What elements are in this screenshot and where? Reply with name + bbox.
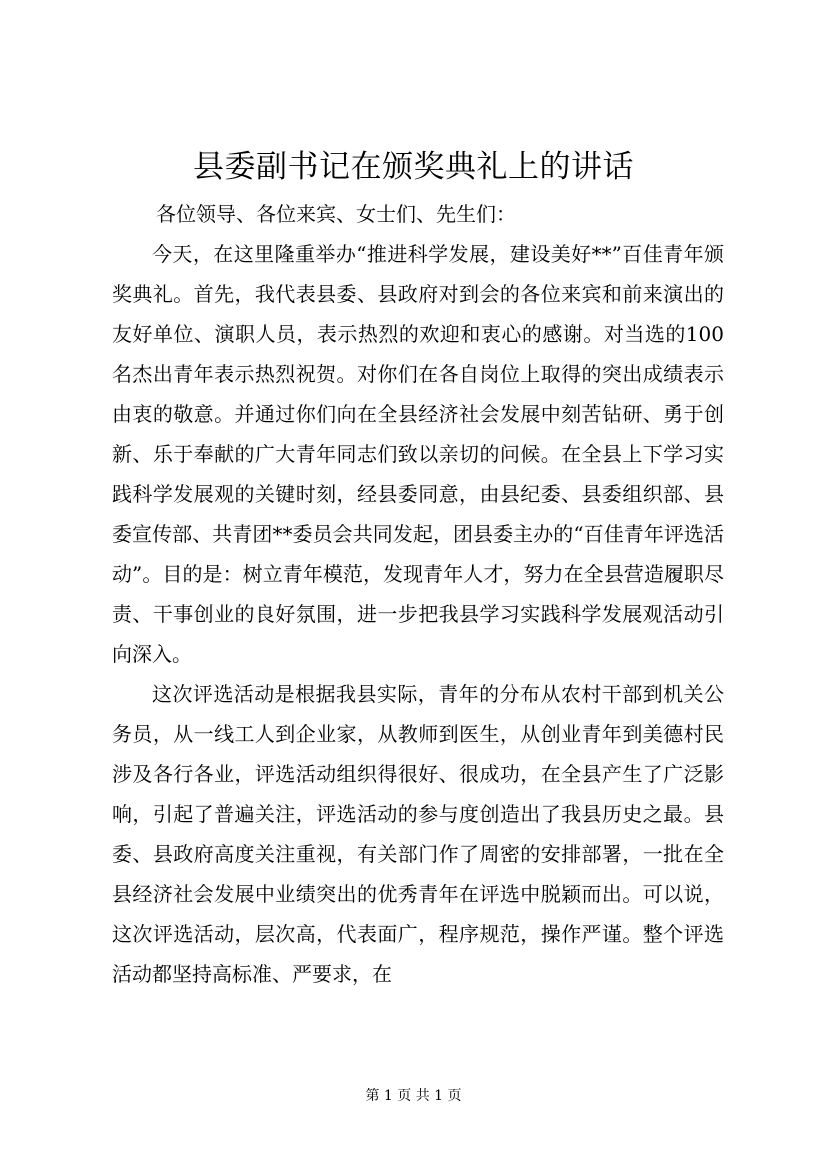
- paragraph-1: 今天，在这里隆重举办“推进科学发展，建设美好**”百佳青年颁奖典礼。首先，我代表县委、县政府对到会的各位来宾和前来演出的友好单位、演职人员，表示热烈的欢迎和衷心的感谢。对当选的100名杰出青年表示热烈祝贺。对你们在各自岗位上取得的突出成绩表示由衷的敬意。并通过你们向在全县经济社会发展中刻苦钻研、勇于创新、乐于奉献的广大青年同志们致以亲切的问候。在全县上下学习实践科学发展观的关键时刻，经县委同意，由县纪委、县委组织部、县委宣传部、共青团**委员会共同发起，团县委主办的“百佳青年评选活动”。目的是：树立青年模范，发现青年人才，努力在全县营造履职尽责、干事创业的良好氛围，进一步把我县学习实践科学发展观活动引向深入。: [112, 242, 724, 666]
- document-title: 县委副书记在颁奖典礼上的讲话: [193, 149, 634, 185]
- greeting-line: 各位领导、各位来宾、女士们、先生们：: [156, 202, 516, 226]
- page-number-footer: 第 1 页 共 1 页: [365, 1088, 462, 1104]
- document-body: [112, 234, 724, 994]
- paragraph-2: 这次评选活动是根据我县实际，青年的分布从农村干部到机关公务员，从一线工人到企业家，从教师到医生，从创业青年到美德村民涉及各行各业，评选活动组织得很好、很成功，在全县产生了广泛影响，引起了普遍关注，评选活动的参与度创造出了我县历史之最。县委、县政府高度关注重视，有关部门作了周密的安排部署，一批在全县经济社会发展中业绩突出的优秀青年在评选中脱颖而出。可以说，这次评选活动，层次高，代表面广，程序规范，操作严谨。整个评选活动都坚持高标准、严要求，在: [112, 682, 724, 986]
